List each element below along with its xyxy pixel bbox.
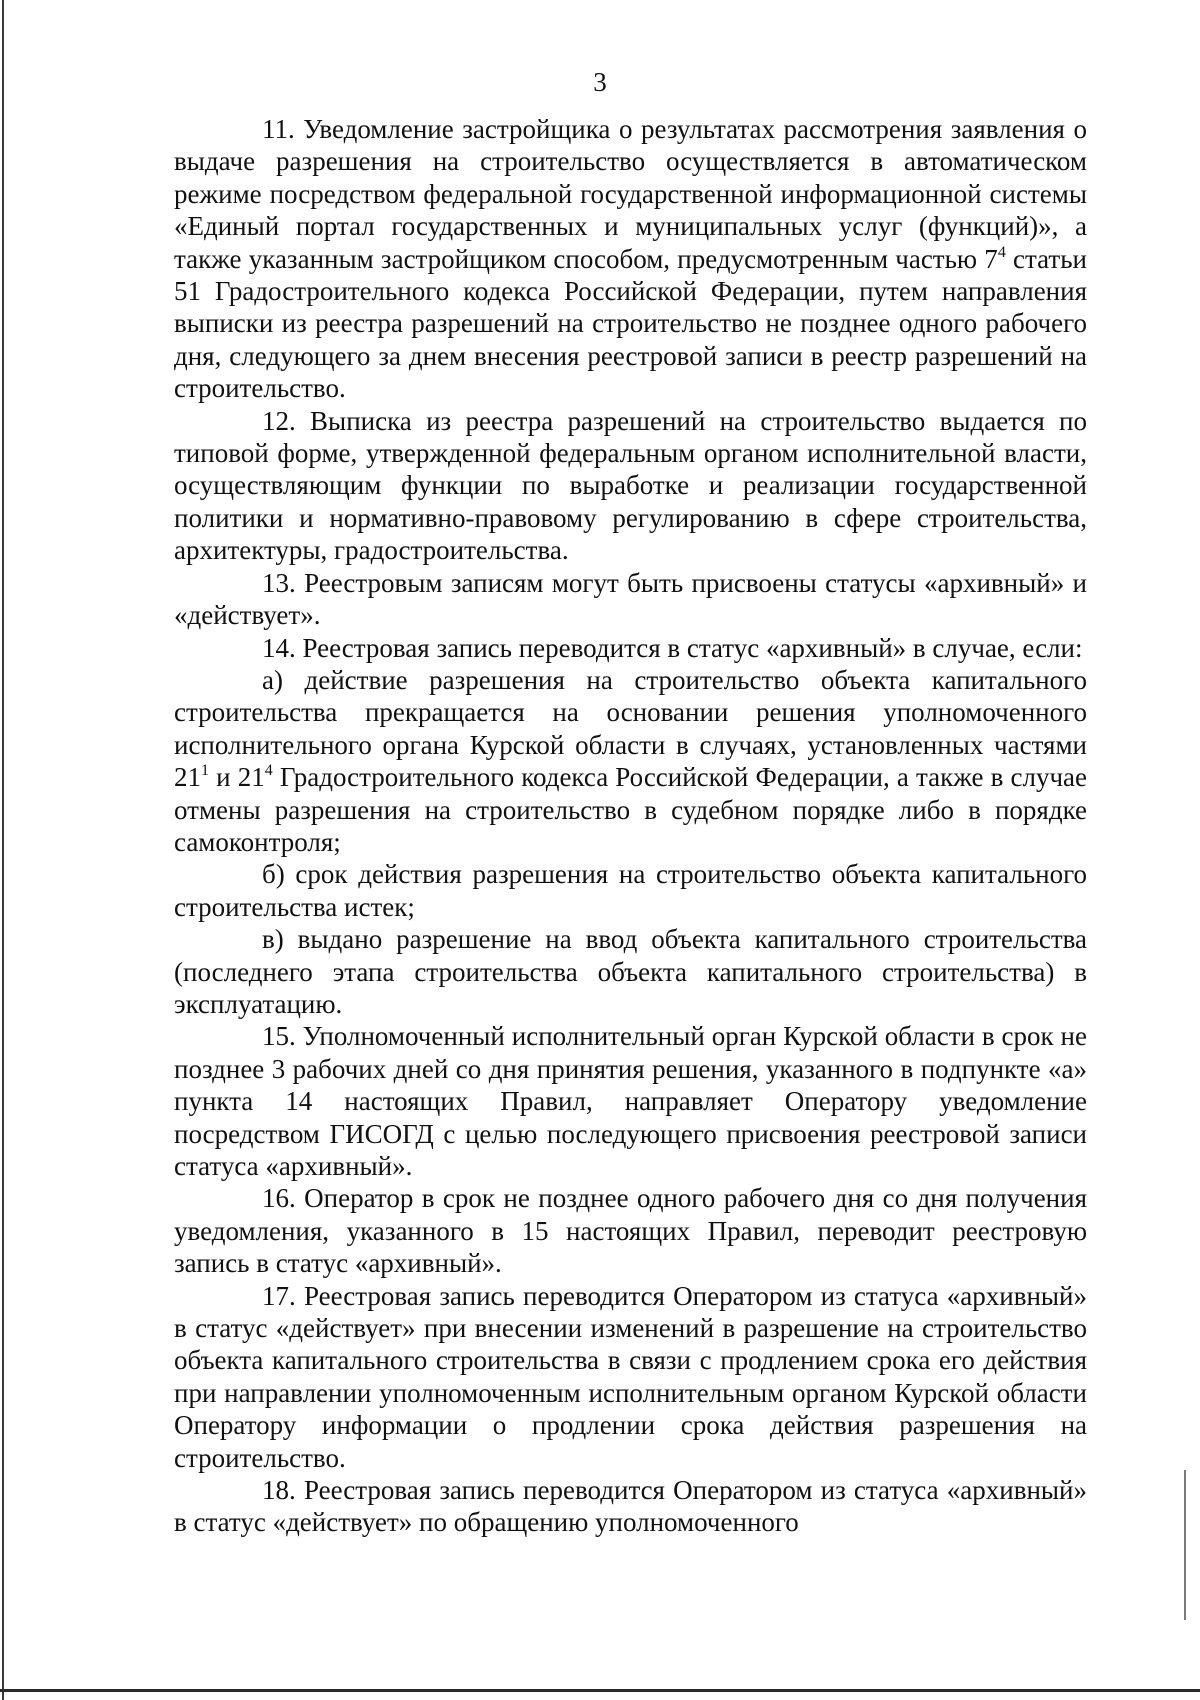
subparagraph-v: в) выдано разрешение на ввод объекта капитального строительства (последнего этапа строительства объекта капитального строительства) в эксплуатацию. <box>174 924 1087 1019</box>
superscript: 4 <box>997 243 1006 261</box>
paragraph-text: и 21 <box>209 762 265 793</box>
document-body <box>174 113 1087 1539</box>
superscript: 4 <box>264 762 273 780</box>
paragraph-12: 12. Выписка из реестра разрешений на строительство выдается по типовой форме, утвержденной федеральным органом исполнительной власти, осуществляющим функции по выработке и реализации государственной политики и нормативно-правовому регулированию в сфере строительства, архитектуры, градостроительства. <box>174 405 1087 566</box>
subparagraph-a <box>174 664 1087 858</box>
paragraph-text: Градостроительного кодекса Российской Федерации, а также в случае отмены разрешения на строительство в судебном порядке либо в порядке самоконтроля; <box>174 762 1087 857</box>
paragraph-13: 13. Реестровым записям могут быть присвоены статусы «архивный» и «действует». <box>174 567 1087 631</box>
paragraph-16: 16. Оператор в срок не позднее одного рабочего дня со дня получения уведомления, указанного в 15 настоящих Правил, переводит реестровую запись в статус «архивный». <box>174 1183 1087 1279</box>
scan-edge-right <box>1184 1470 1186 1620</box>
paragraph-14: 14. Реестровая запись переводится в статус «архивный» в случае, если: <box>262 632 1083 663</box>
paragraph-text: 11. Уведомление застройщика о результатах рассмотрения заявления о выдаче разрешения на строительство осуществляется в автоматическом режиме посредством федеральной государственной информационной системы «Единый портал государственных и муниципальных услуг (функций)», а также указанным застройщиком способом, предусмотренным частью 7 <box>174 114 1087 274</box>
paragraph-text: статьи 51 Градостроительного кодекса Российской Федерации, путем направления выписки из реестра разрешений на строительство не позднее одного рабочего дня, следующего за днем внесения реестровой записи в реестр разрешений на строительство. <box>174 243 1087 404</box>
paragraph-11 <box>174 113 1087 405</box>
paragraph-17: 17. Реестровая запись переводится Оператором из статуса «архивный» в статус «действует» при внесении изменений в разрешение на строительство объекта капитального строительства в связи с продлением срока его действия при направлении уполномоченным исполнительным органом Курской области Оператору информации о продлении срока действия разрешения на строительство. <box>174 1280 1087 1473</box>
paragraph-text: а) действие разрешения на строительство объекта капитального строительства прекращается на основании решения уполномоченного исполнительного органа Курской области в случаях, установленных частями 21 <box>174 664 1087 793</box>
superscript: 1 <box>201 762 209 780</box>
paragraph-18: 18. Реестровая запись переводится Оператором из статуса «архивный» в статус «действует» по обращению уполномоченного <box>174 1475 1087 1538</box>
scan-edge-left <box>2 0 4 1700</box>
subparagraph-b: б) срок действия разрешения на строительство объекта капитального строительства истек; <box>174 859 1087 922</box>
page-number: 3 <box>593 67 607 97</box>
scan-edge-bottom <box>0 1689 1200 1692</box>
paragraph-15: 15. Уполномоченный исполнительный орган Курской области в срок не позднее 3 рабочих дней со дня принятия решения, указанного в подпункте «а» пункта 14 настоящих Правил, направляет Оператору уведомление посредством ГИСОГД с целью последующего присвоения реестровой записи статуса «архивный». <box>174 1021 1087 1181</box>
